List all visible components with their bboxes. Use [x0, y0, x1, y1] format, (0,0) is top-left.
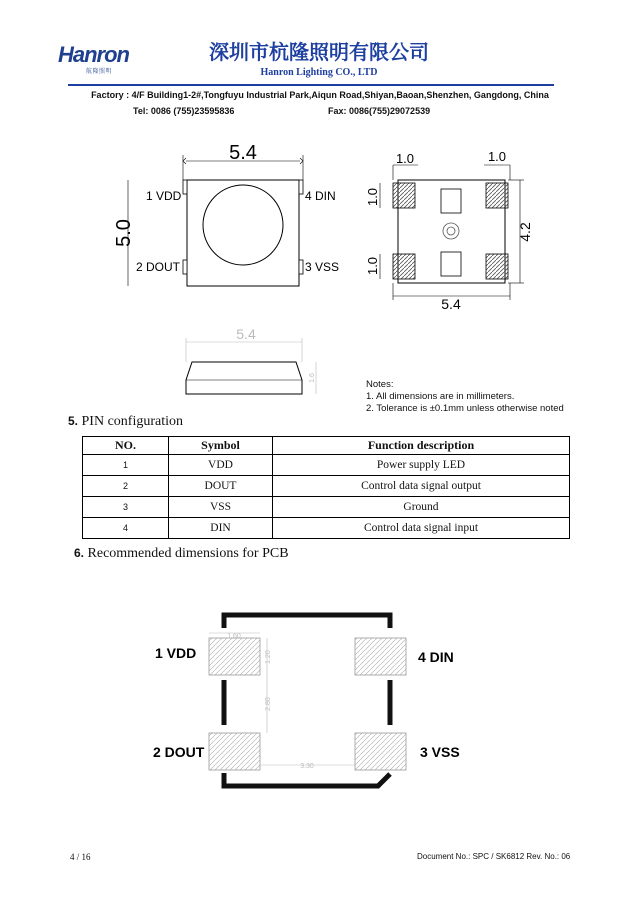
top-view: [113, 142, 339, 286]
top-pin1-label: 1 VDD: [146, 189, 182, 203]
telephone: Tel: 0086 (755)23595836: [133, 106, 235, 116]
table-row: [83, 497, 570, 518]
page-number: 4 / 16: [70, 852, 91, 862]
top-height-label: 5.0: [113, 219, 135, 247]
pcb-footprint-drawing: [0, 590, 638, 800]
logo-subtext: 航隆照明: [86, 69, 113, 75]
table-row: [83, 455, 570, 476]
table-row: [83, 518, 570, 539]
header-function: Function description: [273, 437, 570, 455]
bottom-pad-width1-label: 1.0: [395, 151, 415, 166]
company-name-chinese: 深圳市杭隆照明有限公司: [209, 40, 429, 64]
pin-configuration-table: [82, 436, 570, 539]
pin-function: Control data signal input: [273, 518, 570, 539]
bottom-width-label: 5.4: [441, 296, 461, 312]
top-pin4-label: 4 DIN: [305, 189, 336, 203]
side-height-label: 1.6: [309, 373, 316, 383]
factory-address: Factory : 4/F Building1-2#,Tongfuyu Industrial Park,Aiqun Road,Shiyan,Baoan,Shenzhen, Gangdong, China: [91, 90, 549, 100]
pcb-vertical-gap-dim: 2.80: [265, 697, 272, 711]
pin-symbol: DIN: [169, 518, 273, 539]
bottom-pad-width2-label: 1.0: [487, 149, 507, 164]
table-row: [83, 476, 570, 497]
logo-text: Hanron: [58, 42, 129, 67]
bottom-pad-height2-label: 1.0: [365, 256, 380, 276]
pcb-pin4-label: 4 DIN: [418, 649, 454, 665]
pcb-pad-width-dim: 1.60: [227, 633, 241, 640]
bottom-height-label: 4.2: [517, 222, 533, 242]
section-5-number: 5.: [68, 414, 79, 428]
pcb-pin1-label: 1 VDD: [155, 645, 197, 661]
header-symbol: Symbol: [169, 437, 273, 455]
top-width-label: 5.4: [229, 142, 257, 164]
pcb-pad-height-dim: 1.20: [265, 650, 272, 664]
pin-number: 3: [83, 497, 169, 518]
notes-line-2: 2. Tolerance is ±0.1mm unless otherwise noted: [366, 403, 564, 414]
header-no: NO.: [83, 437, 169, 455]
section-5-heading: [68, 414, 183, 430]
notes: [366, 379, 564, 415]
table-header-row: [83, 437, 570, 455]
bottom-view: [365, 149, 533, 312]
pin-number: 2: [83, 476, 169, 497]
section-6-heading: [74, 546, 289, 562]
pin-symbol: DOUT: [169, 476, 273, 497]
side-view: [186, 326, 316, 394]
notes-line-1: 1. All dimensions are in millimeters.: [366, 391, 515, 402]
side-width-label: 5.4: [236, 326, 256, 342]
section-6-title: Recommended dimensions for PCB: [87, 546, 289, 561]
document-number: Document No.: SPC / SK6812 Rev. No.: 06: [417, 852, 571, 861]
pcb-pin2-label: 2 DOUT: [153, 744, 205, 760]
pin-function: Ground: [273, 497, 570, 518]
pin-number: 1: [83, 455, 169, 476]
pcb-horizontal-gap-dim: 3.30: [300, 763, 314, 770]
pin-symbol: VDD: [169, 455, 273, 476]
fax: Fax: 0086(755)29072539: [328, 106, 431, 116]
notes-title: Notes:: [366, 379, 394, 390]
section-6-number: 6.: [74, 546, 85, 560]
top-pin3-label: 3 VSS: [305, 260, 340, 274]
top-pin2-label: 2 DOUT: [136, 260, 181, 274]
package-drawings: [0, 0, 638, 420]
pin-symbol: VSS: [169, 497, 273, 518]
pin-function: Power supply LED: [273, 455, 570, 476]
bottom-pad-height1-label: 1.0: [365, 187, 380, 207]
pcb-pin3-label: 3 VSS: [420, 744, 460, 760]
section-5-title: PIN configuration: [81, 414, 183, 429]
company-name-english: Hanron Lighting CO., LTD: [260, 67, 378, 78]
pin-function: Control data signal output: [273, 476, 570, 497]
pin-number: 4: [83, 518, 169, 539]
